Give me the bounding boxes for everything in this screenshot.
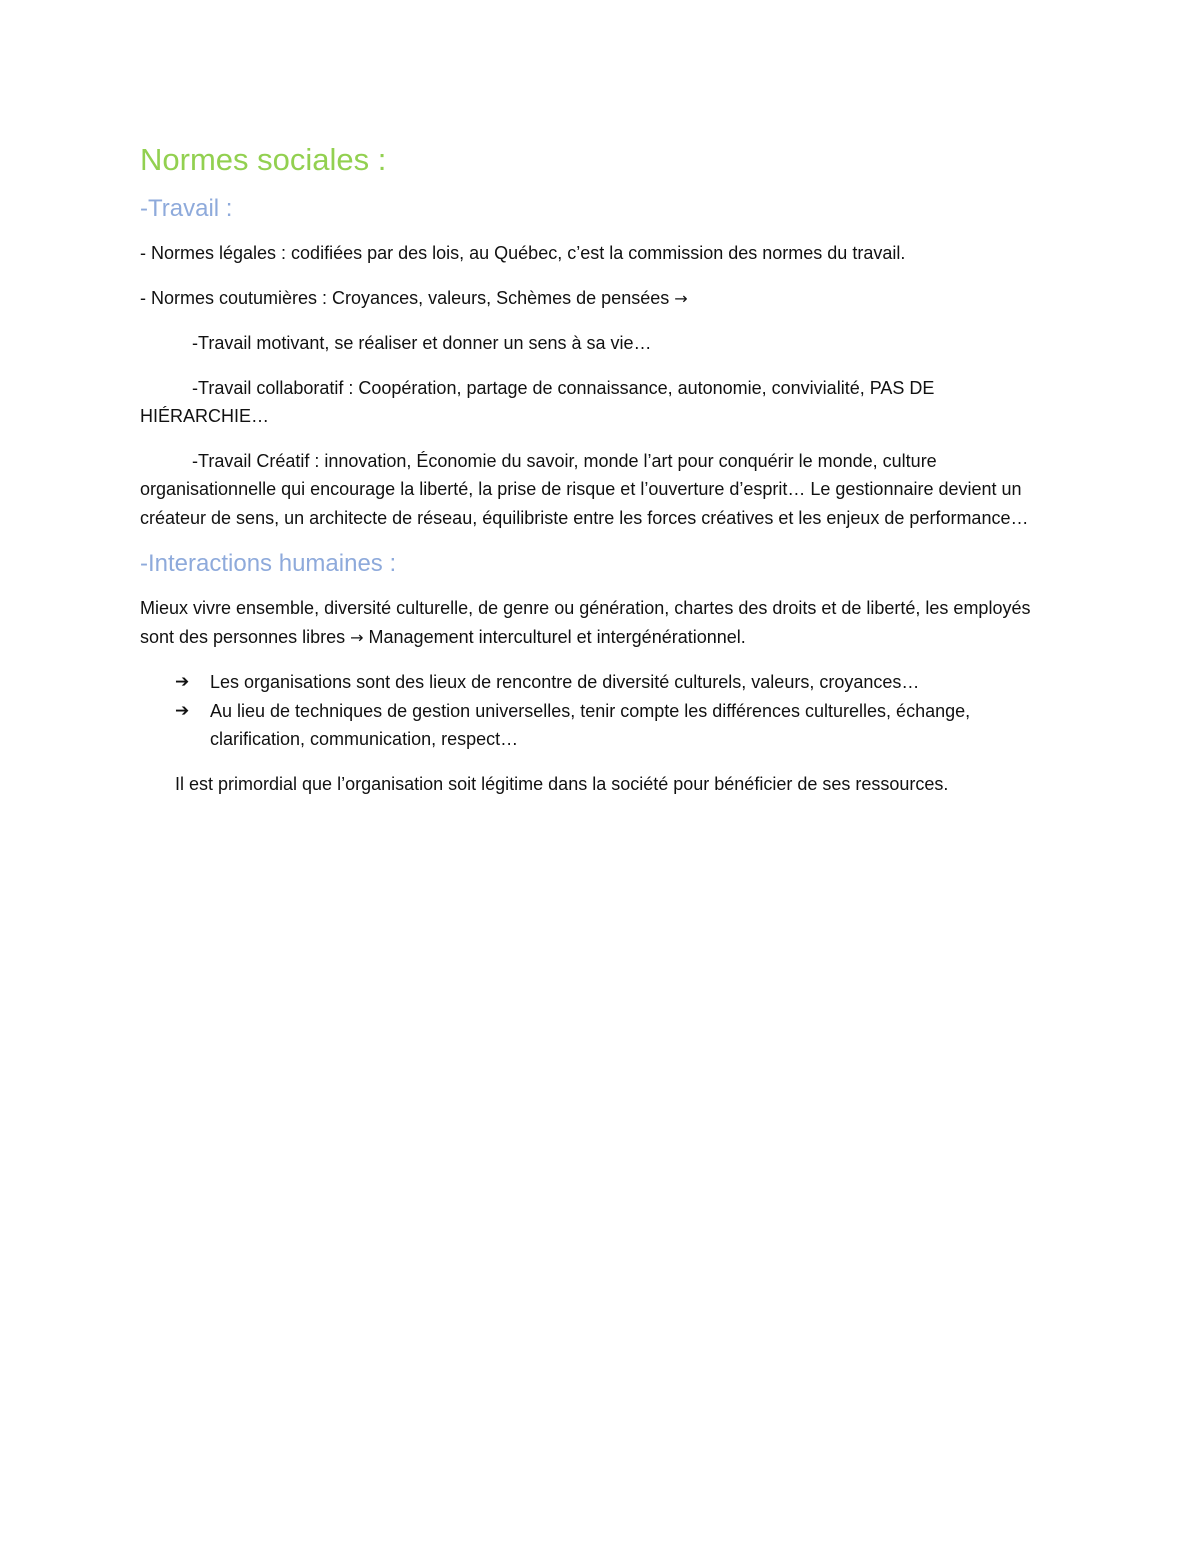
paragraph-travail-motivant: -Travail motivant, se réaliser et donner un sens à sa vie… bbox=[192, 333, 652, 353]
paragraph-interactions bbox=[140, 594, 1060, 652]
paragraph-travail-collaboratif: -Travail collaboratif : Coopération, partage de connaissance, autonomie, convivialité, PAS DE HIÉRARCHIE… bbox=[140, 377, 935, 426]
interactions-text-part1: Mieux vivre ensemble, diversité culturelle, de genre ou génération, chartes des droits et de liberté, les employés sont des personnes libres bbox=[140, 598, 1031, 647]
arrow-bullet-icon: ➔ bbox=[175, 700, 190, 721]
paragraph-travail-creatif: -Travail Créatif : innovation, Économie du savoir, monde l’art pour conquérir le monde, culture organisationnelle qui encourage la liberté, la prise de risque et l’ouverture d’esprit… Le gestionnaire devient un créateur de sens, un architecte de réseau, équilibriste entre les forces créatives et les enjeux de performance… bbox=[140, 450, 1029, 528]
list-item-text: Les organisations sont des lieux de rencontre de diversité culturels, valeurs, croyances… bbox=[210, 672, 920, 692]
section-heading-interactions: -Interactions humaines : bbox=[140, 550, 397, 577]
right-arrow-icon: → bbox=[350, 627, 364, 647]
interactions-text-part2: Management interculturel et intergénérationnel. bbox=[363, 626, 746, 647]
paragraph-normes-coutumieres bbox=[140, 284, 1060, 314]
document-page bbox=[140, 140, 1060, 814]
right-arrow-icon: → bbox=[674, 288, 688, 308]
paragraph-normes-legales: - Normes légales : codifiées par des lois, au Québec, c’est la commission des normes du travail. bbox=[140, 243, 906, 263]
list-item bbox=[140, 668, 1060, 697]
page-title: Normes sociales : bbox=[140, 142, 387, 177]
arrow-bullet-list bbox=[140, 668, 1060, 754]
section-heading-travail: -Travail : bbox=[140, 195, 233, 222]
arrow-bullet-icon: ➔ bbox=[175, 672, 190, 692]
paragraph-closing: Il est primordial que l’organisation soit légitime dans la société pour bénéficier de ses ressources. bbox=[175, 773, 949, 794]
list-item-text: Au lieu de techniques de gestion universelles, tenir compte les différences culturelles, échange, clarification, communication, respect… bbox=[210, 700, 971, 749]
list-item bbox=[140, 697, 1060, 754]
normes-coutumieres-text: - Normes coutumières : Croyances, valeurs, Schèmes de pensées bbox=[140, 287, 675, 308]
